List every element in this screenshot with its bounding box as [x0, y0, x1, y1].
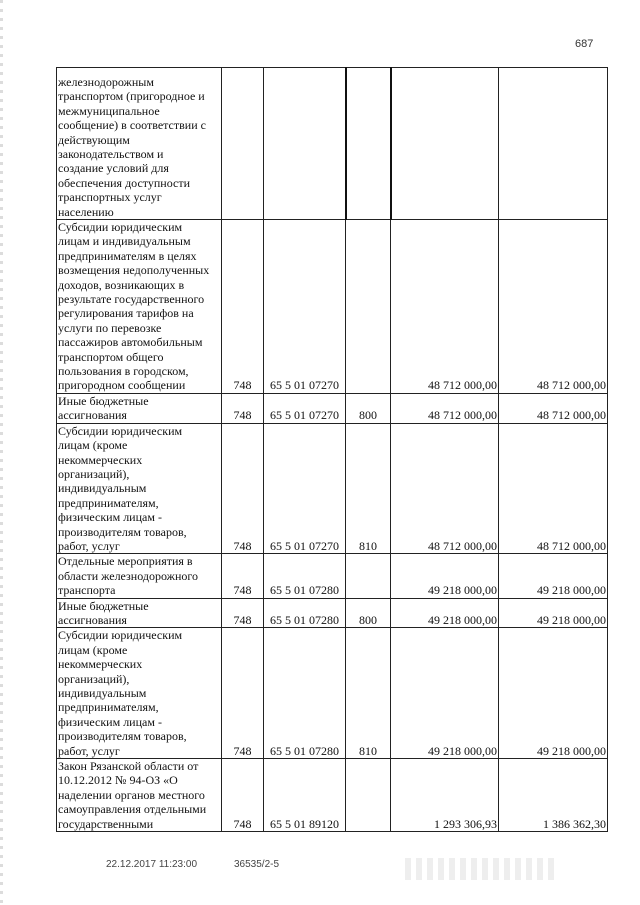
row-name-cell: Иные бюджетные ассигнования — [57, 598, 222, 628]
ved-code-cell: 748 — [222, 423, 264, 554]
amount-year1-cell — [391, 68, 499, 220]
target-article-cell: 65 5 01 07280 — [264, 628, 346, 759]
expense-type-cell: 810 — [346, 423, 391, 554]
scan-edge-artifact — [0, 0, 3, 905]
table-row — [57, 554, 608, 598]
expense-type-cell: 800 — [346, 393, 391, 423]
row-name-cell: Субсидии юридическим лицам и индивидуальным предпринимателям в целях возмещения недополученных доходов, возникающих в результате государственного регулирования тарифов на услуги по перевозке пассажиров автомобильным транспортом общего пользования в городском, пригородном сообщении — [57, 220, 222, 394]
amount-year1-cell: 49 218 000,00 — [391, 554, 499, 598]
target-article-cell: 65 5 01 07280 — [264, 554, 346, 598]
ved-code-cell: 748 — [222, 598, 264, 628]
amount-year2-cell — [499, 68, 608, 220]
row-name-cell: Отдельные мероприятия в области железнодорожного транспорта — [57, 554, 222, 598]
row-name-cell: Субсидии юридическим лицам (кроме некоммерческих организаций), индивидуальным предпринимателям, физическим лицам - производителям товаров, работ, услуг — [57, 628, 222, 759]
target-article-cell: 65 5 01 89120 — [264, 759, 346, 832]
page-number: 687 — [575, 38, 594, 50]
amount-year2-cell: 1 386 362,30 — [499, 759, 608, 832]
table-row — [57, 393, 608, 423]
table-row — [57, 598, 608, 628]
expense-type-cell — [346, 759, 391, 832]
row-name-cell: Субсидии юридическим лицам (кроме некоммерческих организаций), индивидуальным предпринимателям, физическим лицам - производителям товаров, работ, услуг — [57, 423, 222, 554]
amount-year1-cell: 49 218 000,00 — [391, 628, 499, 759]
ved-code-cell — [222, 68, 264, 220]
row-name-cell: Закон Рязанской области от 10.12.2012 № 94-ОЗ «О наделении органов местного самоуправления отдельными государственными — [57, 759, 222, 832]
expense-type-cell — [346, 554, 391, 598]
expense-type-cell: 800 — [346, 598, 391, 628]
amount-year2-cell: 48 712 000,00 — [499, 423, 608, 554]
footer-document-code: 36535/2-5 — [234, 859, 280, 870]
amount-year2-cell: 48 712 000,00 — [499, 393, 608, 423]
row-name-cell: железнодорожным транспортом (пригородное и межмуниципальное сообщение) в соответствии с действующим законодательством и создание условий для обеспечения доступности транспортных услуг населению — [57, 68, 222, 220]
amount-year2-cell: 48 712 000,00 — [499, 220, 608, 394]
amount-year2-cell: 49 218 000,00 — [499, 598, 608, 628]
amount-year2-cell: 49 218 000,00 — [499, 554, 608, 598]
amount-year2-cell: 49 218 000,00 — [499, 628, 608, 759]
ved-code-cell: 748 — [222, 393, 264, 423]
amount-year1-cell: 48 712 000,00 — [391, 423, 499, 554]
amount-year1-cell: 48 712 000,00 — [391, 220, 499, 394]
amount-year1-cell: 49 218 000,00 — [391, 598, 499, 628]
expense-type-cell — [346, 220, 391, 394]
budget-table — [56, 67, 608, 832]
target-article-cell — [264, 68, 346, 220]
target-article-cell: 65 5 01 07270 — [264, 393, 346, 423]
table-row — [57, 759, 608, 832]
table-row — [57, 423, 608, 554]
table-row — [57, 220, 608, 394]
footer-datetime: 22.12.2017 11:23:00 — [106, 859, 198, 870]
table-row — [57, 68, 608, 220]
table-row — [57, 628, 608, 759]
row-name-cell: Иные бюджетные ассигнования — [57, 393, 222, 423]
target-article-cell: 65 5 01 07270 — [264, 423, 346, 554]
amount-year1-cell: 1 293 306,93 — [391, 759, 499, 832]
expense-type-cell — [346, 68, 391, 220]
target-article-cell: 65 5 01 07280 — [264, 598, 346, 628]
faded-stamp-artifact — [405, 858, 555, 880]
ved-code-cell: 748 — [222, 759, 264, 832]
amount-year1-cell: 48 712 000,00 — [391, 393, 499, 423]
ved-code-cell: 748 — [222, 628, 264, 759]
ved-code-cell: 748 — [222, 554, 264, 598]
expense-type-cell: 810 — [346, 628, 391, 759]
ved-code-cell: 748 — [222, 220, 264, 394]
target-article-cell: 65 5 01 07270 — [264, 220, 346, 394]
